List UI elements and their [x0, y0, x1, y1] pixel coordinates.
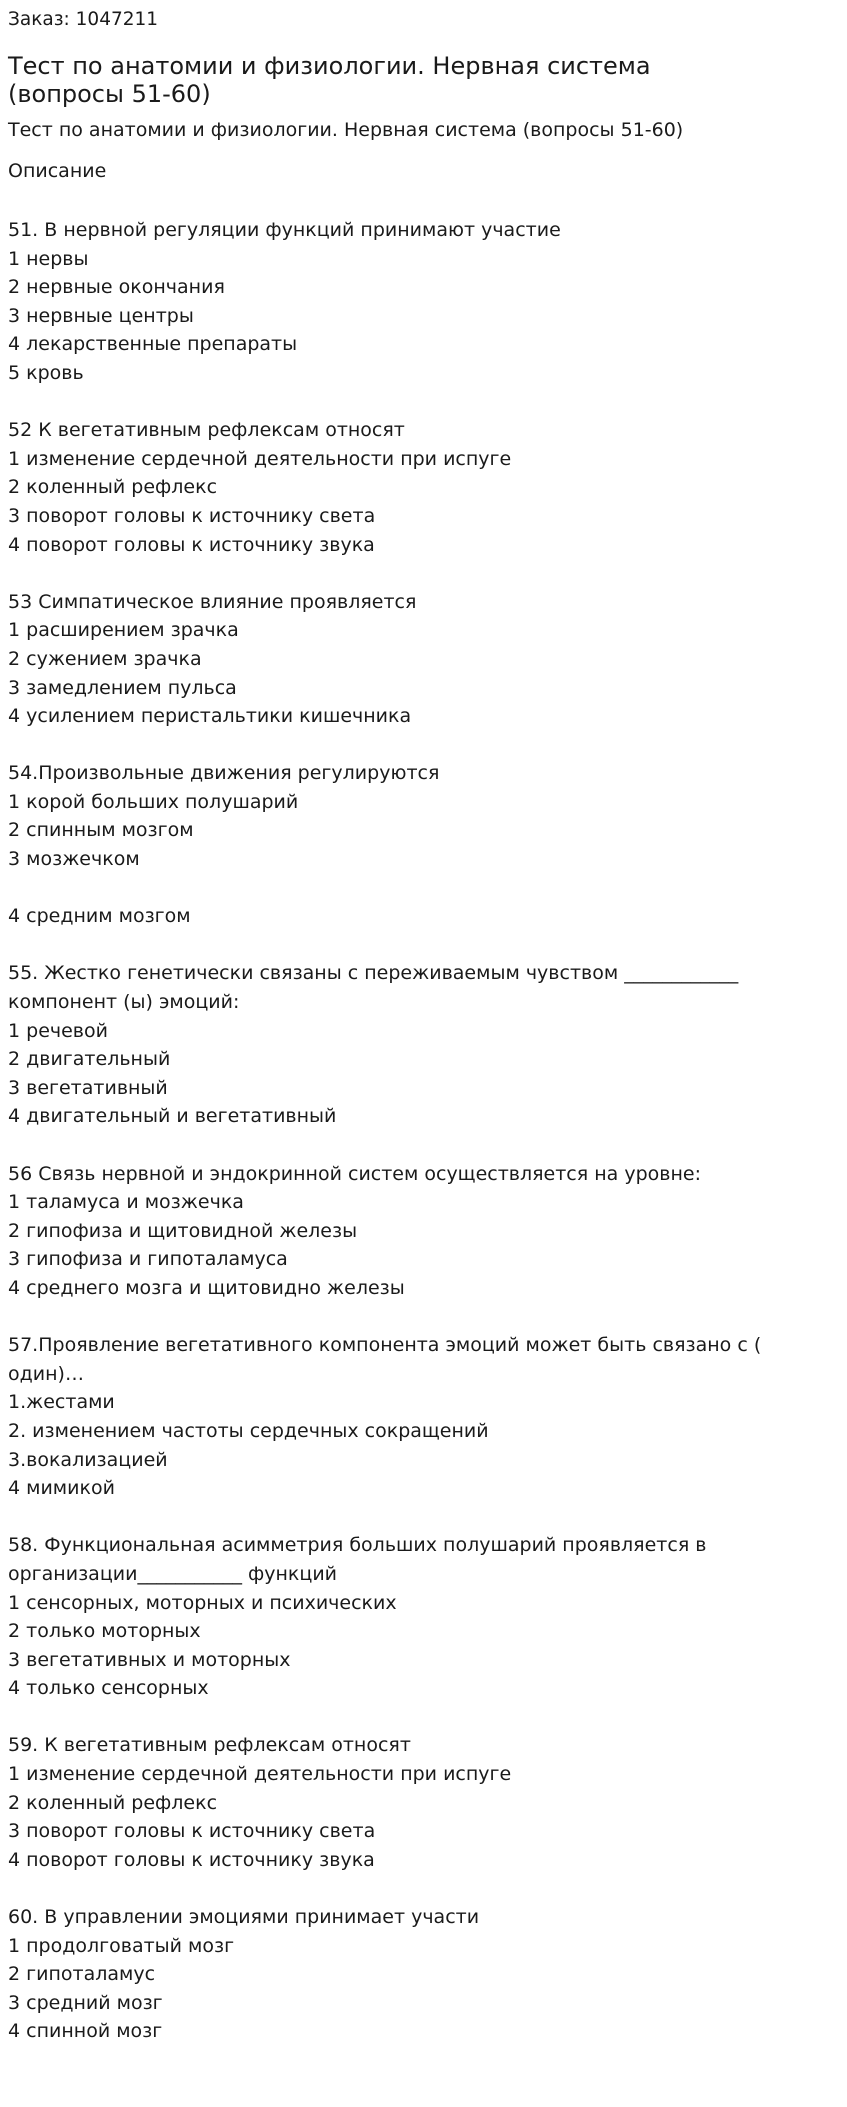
- question-block: [8, 1731, 768, 1874]
- answer-option: 2 гипофиза и щитовидной железы: [8, 1219, 358, 1242]
- question-block: [8, 1531, 768, 1703]
- answer-option: 3 вегетативных и моторных: [8, 1648, 291, 1671]
- answer-option: 3 мозжечком: [8, 848, 140, 871]
- question-list: [8, 216, 768, 2046]
- question-text: 52 К вегетативным рефлексам относят: [8, 419, 405, 442]
- answer-option: 2 гипоталамус: [8, 1963, 156, 1986]
- description-heading: Описание: [8, 160, 107, 182]
- answer-option: 2 только моторных: [8, 1620, 201, 1643]
- answer-option: 2 коленный рефлекс: [8, 1791, 218, 1814]
- answer-option: 4 двигательный и вегетативный: [8, 1105, 337, 1128]
- question-text: 54.Произвольные движения регулируются: [8, 762, 440, 785]
- answer-option: 1 сенсорных, моторных и психических: [8, 1591, 397, 1614]
- answer-option: 3 вегетативный: [8, 1076, 168, 1099]
- answer-option: 1 речевой: [8, 1019, 108, 1042]
- blank-line: [8, 874, 768, 903]
- answer-option: 4 лекарственные препараты: [8, 333, 298, 356]
- question-text: 55. Жестко генетически связаны с переживаемым чувством ____________ компонент (ы) эмоций:: [8, 962, 739, 1014]
- answer-option: 2 нервные окончания: [8, 276, 225, 299]
- answer-option: 4 среднего мозга и щитовидно железы: [8, 1276, 405, 1299]
- question-block: [8, 759, 768, 931]
- answer-option: 3 средний мозг: [8, 1991, 163, 2014]
- answer-option: 1 продолговатый мозг: [8, 1934, 235, 1957]
- question-text: 57.Проявление вегетативного компонента эмоций может быть связано с ( один)…: [8, 1334, 762, 1385]
- question-block: [8, 1331, 768, 1503]
- answer-option: 3 нервные центры: [8, 304, 194, 327]
- answer-option: 1 изменение сердечной деятельности при испуге: [8, 447, 512, 470]
- answer-option: 3.вокализацией: [8, 1448, 168, 1471]
- question-text: 59. К вегетативным рефлексам относят: [8, 1734, 411, 1757]
- question-block: [8, 416, 768, 559]
- answer-option: 2 коленный рефлекс: [8, 476, 218, 499]
- answer-option: 1 изменение сердечной деятельности при испуге: [8, 1763, 512, 1786]
- answer-option: 3 поворот головы к источнику света: [8, 504, 376, 527]
- answer-option: 4 мимикой: [8, 1477, 115, 1500]
- answer-option: 2 двигательный: [8, 1048, 171, 1071]
- answer-option: 2. изменением частоты сердечных сокращений: [8, 1419, 489, 1442]
- answer-option: 4 только сенсорных: [8, 1677, 209, 1700]
- page-title: Тест по анатомии и физиологии. Нервная система (вопросы 51-60): [8, 52, 651, 108]
- question-text: 60. В управлении эмоциями принимает участи: [8, 1906, 480, 1929]
- question-block: [8, 1903, 768, 2046]
- question-block: [8, 959, 768, 1131]
- answer-option: 5 кровь: [8, 361, 84, 384]
- answer-option: 4 усилением перистальтики кишечника: [8, 705, 412, 728]
- answer-option: 3 гипофиза и гипоталамуса: [8, 1248, 288, 1271]
- question-block: [8, 588, 768, 731]
- answer-option: 1.жестами: [8, 1391, 115, 1414]
- page-subtitle: Тест по анатомии и физиологии. Нервная система (вопросы 51-60): [8, 119, 684, 141]
- answer-option: 3 замедлением пульса: [8, 676, 237, 699]
- answer-option: 4 спинной мозг: [8, 2020, 163, 2043]
- answer-option: 1 нервы: [8, 247, 89, 270]
- answer-option: 4 поворот головы к источнику звука: [8, 533, 375, 556]
- order-number: Заказ: 1047211: [8, 9, 159, 30]
- answer-option: 2 спинным мозгом: [8, 819, 194, 842]
- answer-option: 1 расширением зрачка: [8, 619, 239, 642]
- answer-option: 2 сужением зрачка: [8, 647, 202, 670]
- question-block: [8, 216, 768, 388]
- question-text: 58. Функциональная асимметрия больших полушарий проявляется в организации___________ функций: [8, 1534, 707, 1585]
- answer-option: 1 корой больших полушарий: [8, 790, 299, 813]
- question-block: [8, 1160, 768, 1303]
- answer-option: 4 средним мозгом: [8, 905, 191, 928]
- answer-option: 1 таламуса и мозжечка: [8, 1191, 244, 1214]
- question-text: 56 Связь нервной и эндокринной систем осуществляется на уровне:: [8, 1162, 701, 1185]
- question-text: 51. В нервной регуляции функций принимают участие: [8, 219, 561, 241]
- answer-option: 3 поворот головы к источнику света: [8, 1820, 376, 1843]
- answer-option: 4 поворот головы к источнику звука: [8, 1848, 375, 1871]
- question-text: 53 Симпатическое влияние проявляется: [8, 590, 417, 613]
